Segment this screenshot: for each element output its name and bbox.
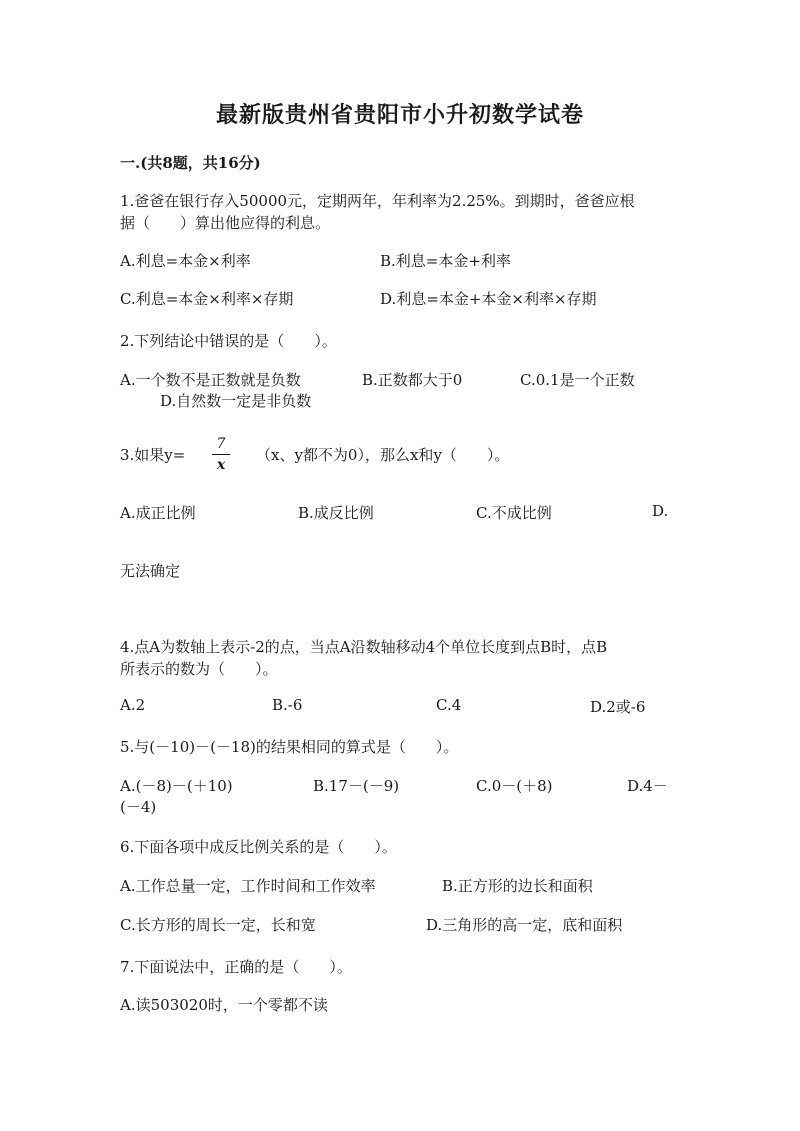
question-4-stem-line1: 4.点A为数轴上表示-2的点，当点A沿数轴移动4个单位长度到点B时，点B bbox=[120, 638, 608, 656]
question-5-option-d: D.4－ bbox=[627, 777, 668, 795]
question-1-option-c: C.利息=本金×利率×存期 bbox=[120, 290, 294, 308]
question-3-option-d: D. bbox=[652, 502, 669, 520]
question-2-option-c: C.0.1是一个正数 bbox=[520, 371, 635, 389]
question-6-option-c: C.长方形的周长一定，长和宽 bbox=[120, 916, 316, 934]
question-1-stem-line2: 据（ ）算出他应得的利息。 bbox=[120, 214, 331, 232]
question-5-option-a: A.(－8)－(＋10) bbox=[120, 777, 233, 795]
question-5-option-b: B.17－(－9) bbox=[313, 777, 400, 795]
fraction-numerator: 7 bbox=[216, 436, 226, 452]
fraction-denominator: x bbox=[216, 457, 226, 473]
question-5-stem: 5.与(－10)－(－18)的结果相同的算式是（ ）。 bbox=[120, 738, 459, 756]
question-6-option-a: A.工作总量一定，工作时间和工作效率 bbox=[120, 877, 376, 895]
question-7-option-a: A.读503020时，一个零都不读 bbox=[120, 996, 328, 1014]
question-1-option-a: A.利息=本金×利率 bbox=[120, 252, 251, 270]
question-2-option-a: A.一个数不是正数就是负数 bbox=[120, 371, 301, 389]
question-3-option-c: C.不成比例 bbox=[476, 504, 552, 522]
page-title: 最新版贵州省贵阳市小升初数学试卷 bbox=[215, 102, 584, 128]
question-6-stem: 6.下面各项中成反比例关系的是（ ）。 bbox=[120, 838, 397, 856]
question-7-stem: 7.下面说法中，正确的是（ ）。 bbox=[120, 958, 352, 976]
question-1-option-b: B.利息=本金+利率 bbox=[380, 252, 511, 270]
question-2-stem: 2.下列结论中错误的是（ ）。 bbox=[120, 332, 337, 350]
fraction-7-over-x bbox=[212, 437, 230, 472]
question-6-option-d: D.三角形的高一定，底和面积 bbox=[426, 916, 623, 934]
question-2-option-b: B.正数都大于0 bbox=[362, 371, 463, 389]
question-4-option-c: C.4 bbox=[436, 696, 462, 714]
question-3-stem-prefix: 3.如果y= bbox=[120, 446, 186, 464]
question-3-stem-suffix: （x、y都不为0），那么x和y（ ）。 bbox=[256, 446, 510, 464]
question-1-option-d: D.利息=本金+本金×利率×存期 bbox=[380, 290, 597, 308]
question-5-option-d-continued: (－4) bbox=[120, 798, 157, 816]
question-4-option-b: B.-6 bbox=[272, 696, 303, 714]
question-6-option-b: B.正方形的边长和面积 bbox=[442, 877, 593, 895]
question-4-option-d: D.2或-6 bbox=[590, 698, 646, 716]
fraction-bar bbox=[212, 454, 230, 455]
question-2-option-d: D.自然数一定是非负数 bbox=[160, 392, 312, 410]
question-5-option-c: C.0－(＋8) bbox=[476, 777, 553, 795]
question-3-option-a: A.成正比例 bbox=[120, 504, 196, 522]
question-4-stem-line2: 所表示的数为（ ）。 bbox=[120, 660, 278, 678]
section-heading: 一.(共8题，共16分) bbox=[120, 154, 261, 172]
question-3-option-b: B.成反比例 bbox=[298, 504, 374, 522]
question-3-option-d-continued: 无法确定 bbox=[120, 562, 181, 580]
question-4-option-a: A.2 bbox=[120, 696, 146, 714]
question-1-stem-line1: 1.爸爸在银行存入50000元，定期两年，年利率为2.25%。到期时，爸爸应根 bbox=[120, 192, 635, 210]
